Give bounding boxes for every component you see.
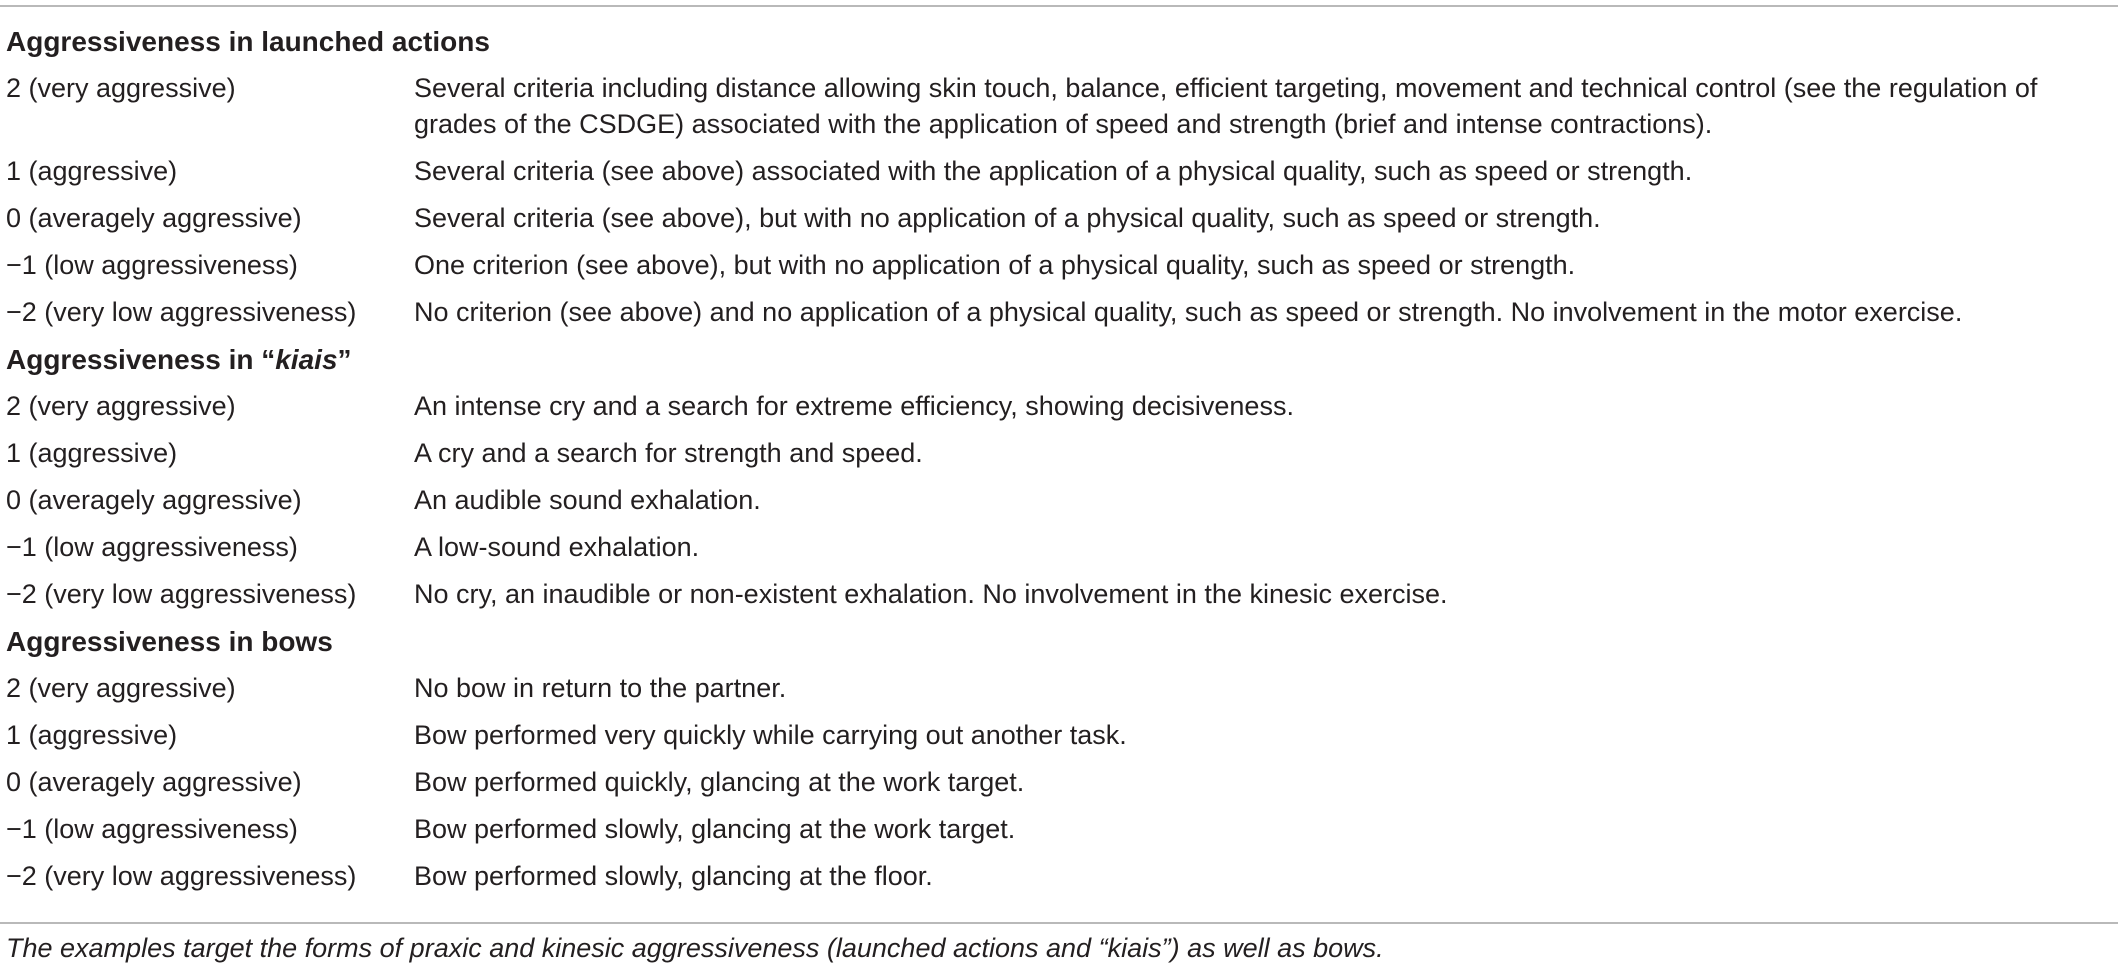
description-cell: No cry, an inaudible or non-existent exhalation. No involvement in the kinesic exercise. [414, 579, 1448, 609]
table-row [0, 65, 2120, 148]
description-cell: An audible sound exhalation. [414, 485, 761, 515]
table-row [0, 289, 2120, 336]
description-cell: Bow performed quickly, glancing at the work target. [414, 767, 1025, 797]
table-row [0, 806, 2120, 853]
score-cell: 0 (averagely aggressive) [6, 767, 302, 797]
table-row [0, 383, 2120, 430]
table-row [0, 759, 2120, 806]
description-cell: Bow performed slowly, glancing at the floor. [414, 861, 933, 891]
description-cell: No criterion (see above) and no application of a physical quality, such as speed or strength. No involvement in the motor exercise. [414, 297, 1963, 327]
score-cell: 1 (aggressive) [6, 156, 178, 186]
section-title-bows: Aggressiveness in bows [6, 626, 333, 657]
section-title-kiais [0, 336, 2120, 383]
score-cell: −1 (low aggressiveness) [6, 250, 298, 280]
section-title-prefix: Aggressiveness in “ [6, 344, 276, 375]
section-title-launched-actions: Aggressiveness in launched actions [6, 26, 490, 57]
table-top-rule [0, 5, 2118, 7]
table-row [0, 430, 2120, 477]
table-row [0, 712, 2120, 759]
description-cell: Several criteria (see above), but with no application of a physical quality, such as speed or strength. [414, 203, 1601, 233]
description-cell: Bow performed very quickly while carrying out another task. [414, 720, 1127, 750]
table-row [0, 477, 2120, 524]
score-cell: 1 (aggressive) [6, 720, 178, 750]
score-cell: 2 (very aggressive) [6, 391, 236, 421]
table-row [0, 148, 2120, 195]
score-cell: −2 (very low aggressiveness) [6, 861, 357, 891]
section-title-italic-word: kiais [275, 344, 338, 375]
table-row [0, 524, 2120, 571]
description-cell: A low-sound exhalation. [414, 532, 700, 562]
score-cell: −1 (low aggressiveness) [6, 532, 298, 562]
description-cell: One criterion (see above), but with no application of a physical quality, such as speed or strength. [414, 250, 1576, 280]
section-title-suffix: ” [337, 344, 352, 375]
description-cell: An intense cry and a search for extreme efficiency, showing decisiveness. [414, 391, 1294, 421]
table-row [0, 571, 2120, 618]
description-cell: Several criteria including distance allowing skin touch, balance, efficient targeting, movement and technical control (see the regulation of grades of the CSDGE) associated with the application of speed and strength (brief and intense contractions). [414, 73, 2038, 139]
table-row [0, 195, 2120, 242]
table-bottom-rule [0, 922, 2118, 924]
score-cell: 1 (aggressive) [6, 438, 178, 468]
table-body [0, 18, 2120, 900]
table-row [0, 665, 2120, 712]
score-cell: −2 (very low aggressiveness) [6, 297, 357, 327]
description-cell: No bow in return to the partner. [414, 673, 787, 703]
score-cell: −2 (very low aggressiveness) [6, 579, 357, 609]
score-cell: −1 (low aggressiveness) [6, 814, 298, 844]
score-cell: 2 (very aggressive) [6, 673, 236, 703]
table-footnote: The examples target the forms of praxic and kinesic aggressiveness (launched actions and “kiais”) as well as bows. [6, 933, 1384, 963]
table-row [0, 242, 2120, 289]
description-cell: Bow performed slowly, glancing at the work target. [414, 814, 1016, 844]
score-cell: 0 (averagely aggressive) [6, 203, 302, 233]
score-cell: 0 (averagely aggressive) [6, 485, 302, 515]
score-cell: 2 (very aggressive) [6, 73, 236, 103]
description-cell: A cry and a search for strength and speed. [414, 438, 923, 468]
description-cell: Several criteria (see above) associated with the application of a physical quality, such as speed or strength. [414, 156, 1693, 186]
table-row [0, 853, 2120, 900]
